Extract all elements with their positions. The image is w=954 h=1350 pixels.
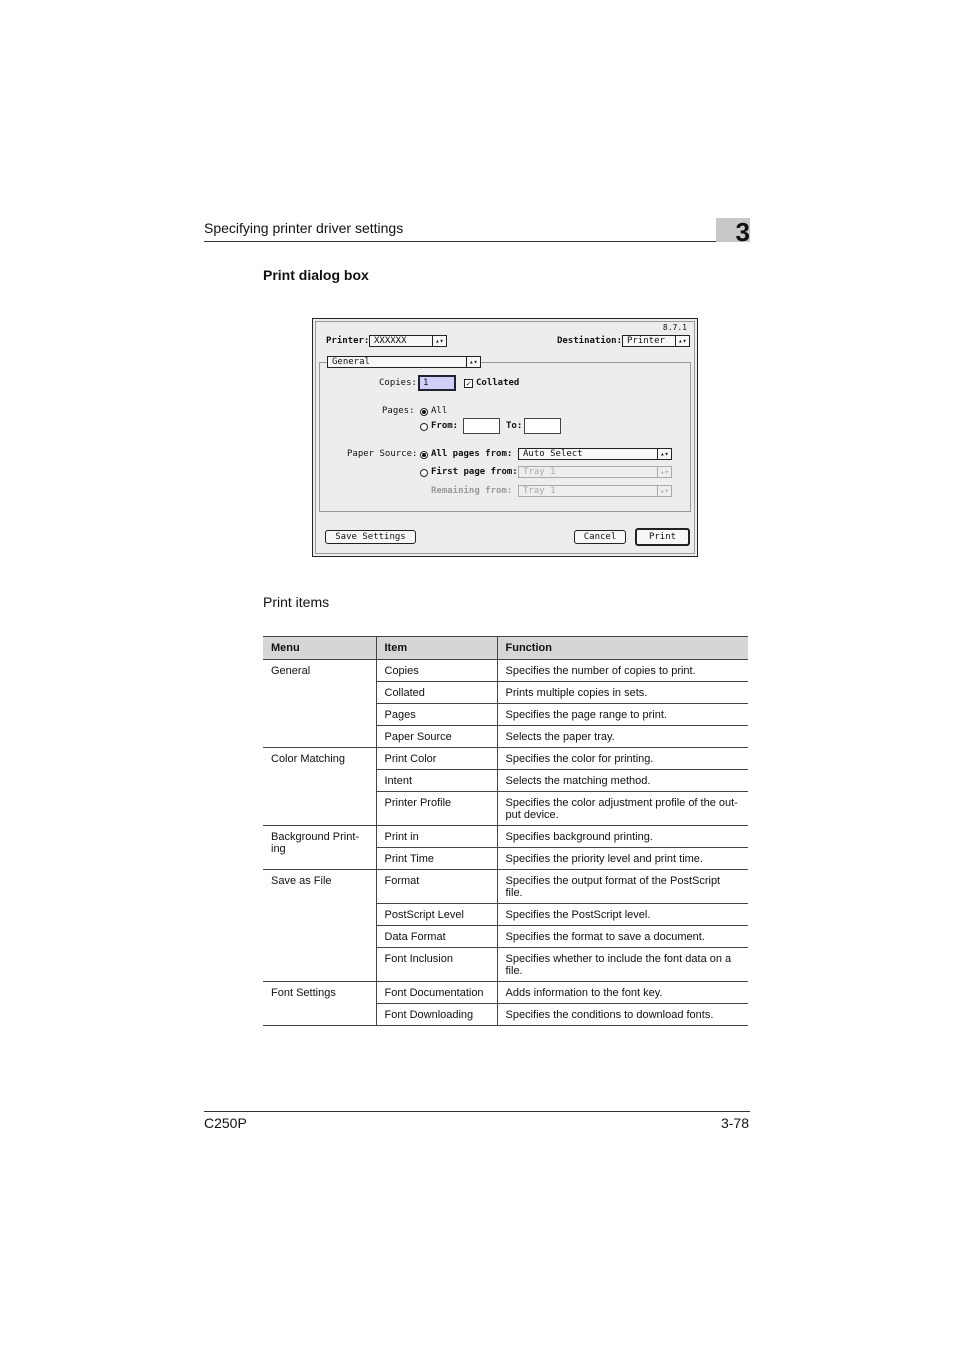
function-cell: Specifies the color for printing. xyxy=(497,748,748,770)
header-item: Item xyxy=(376,637,497,660)
function-cell: Adds information to the font key. xyxy=(497,982,748,1004)
pages-from-input[interactable] xyxy=(463,418,500,434)
item-cell: Format xyxy=(376,870,497,904)
header-function: Function xyxy=(497,637,748,660)
item-cell: Print Time xyxy=(376,848,497,870)
table-body xyxy=(263,660,748,1026)
destination-label: Destination: xyxy=(557,336,623,346)
panel-popup[interactable] xyxy=(327,356,481,368)
function-cell: Selects the paper tray. xyxy=(497,726,748,748)
popup-arrows-icon: ▴▾ xyxy=(432,336,446,346)
pages-all-radio[interactable] xyxy=(420,408,428,416)
item-cell: Font Documentation xyxy=(376,982,497,1004)
chapter-number: 3 xyxy=(735,217,750,247)
remaining-popup-value: Tray 1 xyxy=(523,486,556,496)
table-row xyxy=(263,982,748,1004)
popup-arrows-icon: ▴▾ xyxy=(675,336,689,346)
item-cell: Intent xyxy=(376,770,497,792)
section-title: Print dialog box xyxy=(263,267,369,283)
table-row xyxy=(263,748,748,770)
pages-to-input[interactable] xyxy=(524,418,561,434)
footer-page-number: 3-78 xyxy=(720,1115,749,1131)
print-dialog xyxy=(312,318,698,557)
popup-arrows-icon: ▴▾ xyxy=(466,357,480,367)
menu-cell: General xyxy=(263,660,376,748)
popup-arrows-icon: ▴▾ xyxy=(657,486,671,496)
copies-label: Copies: xyxy=(379,378,417,388)
remaining-from-label: Remaining from: xyxy=(431,486,513,496)
header-menu: Menu xyxy=(263,637,376,660)
function-cell: Selects the matching method. xyxy=(497,770,748,792)
paper-source-label: Paper Source: xyxy=(347,449,418,459)
menu-cell: Save as File xyxy=(263,870,376,982)
panel-popup-value: General xyxy=(332,357,370,367)
table-row xyxy=(263,870,748,904)
all-pages-from-label: All pages from: xyxy=(431,449,513,459)
destination-popup-value: Printer xyxy=(627,336,665,346)
collated-label: Collated xyxy=(476,378,520,388)
table-row xyxy=(263,826,748,848)
item-cell: Copies xyxy=(376,660,497,682)
table-row xyxy=(263,660,748,682)
cancel-button[interactable]: Cancel xyxy=(574,530,626,544)
printer-label: Printer: xyxy=(326,336,370,346)
first-page-from-label: First page from: xyxy=(431,467,518,477)
pages-all-label: All xyxy=(431,406,448,416)
function-cell: Specifies the conditions to download fonts. xyxy=(497,1004,748,1026)
pages-from-radio[interactable] xyxy=(420,423,428,431)
function-cell: Specifies background printing. xyxy=(497,826,748,848)
first-page-popup-value: Tray 1 xyxy=(523,467,556,477)
function-cell: Specifies the priority level and print time. xyxy=(497,848,748,870)
function-cell: Specifies the page range to print. xyxy=(497,704,748,726)
running-header-title: Specifying printer driver settings xyxy=(204,220,404,236)
item-cell: Font Inclusion xyxy=(376,948,497,982)
footer-rule xyxy=(204,1111,750,1112)
item-cell: Printer Profile xyxy=(376,792,497,826)
pages-from-label: From: xyxy=(431,421,459,431)
header-rule xyxy=(204,241,750,242)
menu-cell: Font Settings xyxy=(263,982,376,1026)
item-cell: PostScript Level xyxy=(376,904,497,926)
table-header-row xyxy=(263,637,748,660)
pages-to-label: To: xyxy=(506,421,523,431)
all-pages-popup-value: Auto Select xyxy=(523,449,583,459)
function-cell: Specifies the PostScript level. xyxy=(497,904,748,926)
menu-cell: Background Print- ing xyxy=(263,826,376,870)
item-cell: Paper Source xyxy=(376,726,497,748)
table-caption: Print items xyxy=(263,594,330,610)
popup-arrows-icon: ▴▾ xyxy=(657,449,671,459)
item-cell: Print in xyxy=(376,826,497,848)
print-button[interactable]: Print xyxy=(635,528,690,546)
printer-popup-value: XXXXXX xyxy=(374,336,407,346)
chapter-tab xyxy=(716,217,750,247)
printer-popup[interactable] xyxy=(369,335,447,347)
popup-arrows-icon: ▴▾ xyxy=(657,467,671,477)
save-settings-button[interactable]: Save Settings xyxy=(325,530,416,544)
footer-model: C250P xyxy=(204,1115,247,1131)
pages-label: Pages: xyxy=(382,406,415,416)
function-cell: Specifies the output format of the PostScript file. xyxy=(497,870,748,904)
remaining-popup[interactable] xyxy=(518,485,672,497)
destination-popup[interactable] xyxy=(622,335,690,347)
function-cell: Specifies the number of copies to print. xyxy=(497,660,748,682)
collated-checkbox[interactable]: ✓ xyxy=(464,379,473,388)
item-cell: Font Downloading xyxy=(376,1004,497,1026)
function-cell: Specifies the format to save a document. xyxy=(497,926,748,948)
item-cell: Pages xyxy=(376,704,497,726)
print-items-table xyxy=(263,636,748,1026)
first-page-popup[interactable] xyxy=(518,466,672,478)
function-cell: Specifies whether to include the font data on a file. xyxy=(497,948,748,982)
item-cell: Data Format xyxy=(376,926,497,948)
all-pages-from-radio[interactable] xyxy=(420,451,428,459)
item-cell: Collated xyxy=(376,682,497,704)
copies-input[interactable]: 1 xyxy=(418,375,456,391)
function-cell: Prints multiple copies in sets. xyxy=(497,682,748,704)
all-pages-popup[interactable] xyxy=(518,448,672,460)
function-cell: Specifies the color adjustment profile of the out- put device. xyxy=(497,792,748,826)
menu-cell: Color Matching xyxy=(263,748,376,826)
item-cell: Print Color xyxy=(376,748,497,770)
first-page-from-radio[interactable] xyxy=(420,469,428,477)
dialog-version: 8.7.1 xyxy=(662,323,687,332)
